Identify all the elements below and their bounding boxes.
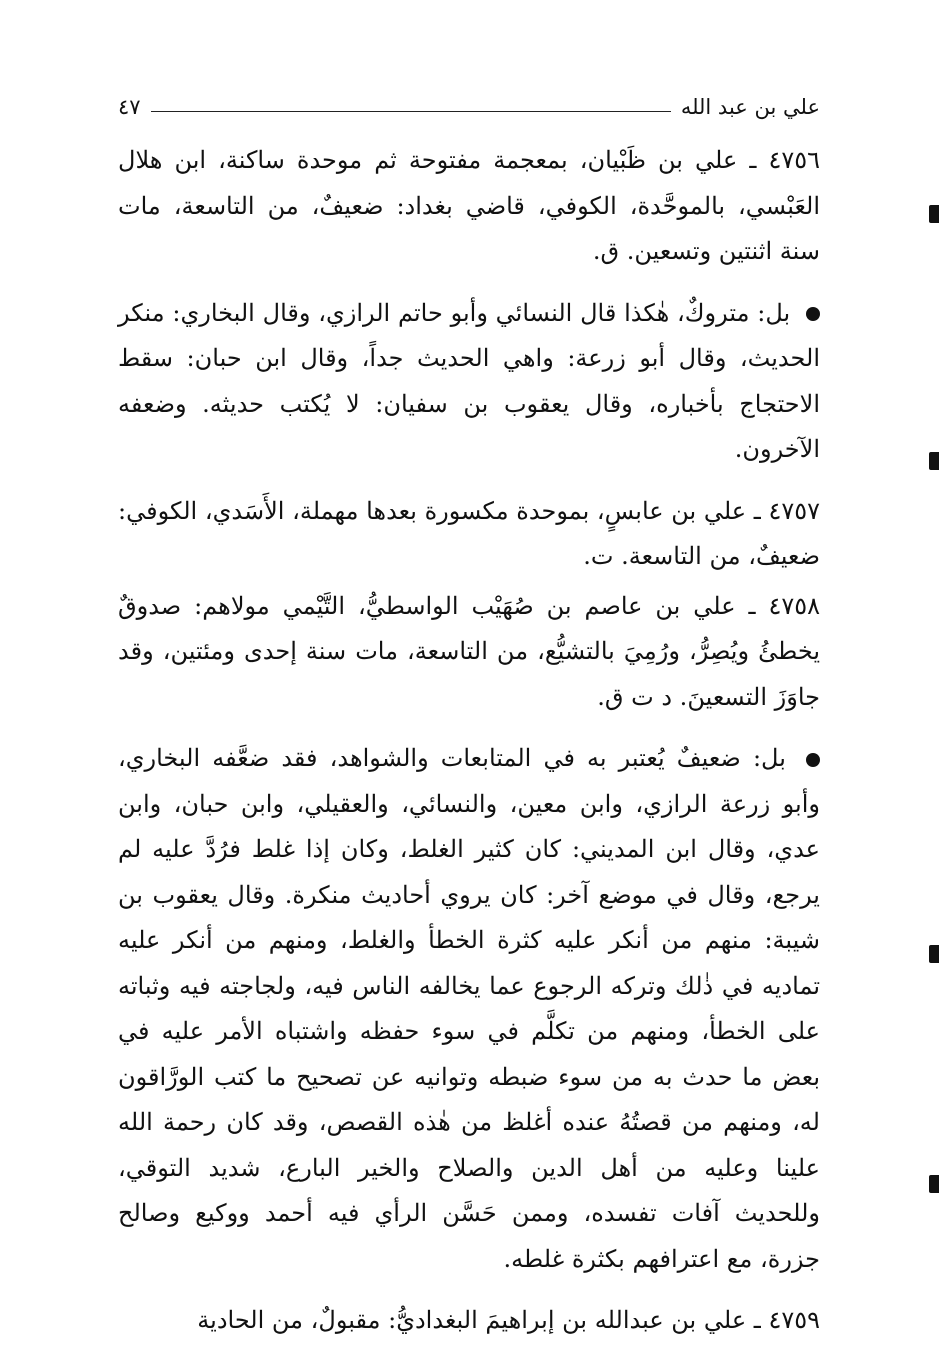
- bullet-icon: [806, 753, 820, 767]
- commentary-label: بل:: [757, 298, 791, 327]
- page-body: [118, 138, 820, 1344]
- header-rule: [151, 111, 671, 112]
- edge-mark: [929, 452, 939, 470]
- entry-text: ٤٧٥٩ ـ علي بن عبدالله بن إبراهيمَ البغداديُّ: مقبولٌ، من الحادية: [197, 1306, 820, 1334]
- entry-text: ٤٧٥٦ ـ علي بن ظَبْيان، بمعجمة مفتوحة ثم موحدة ساكنة، ابن هلال العَبْسي، بالموحَّدة، الكوفي، قاضي بغداد: ضعيفٌ، من التاسعة، مات سنة اثنتين وتسعين. ق.: [118, 146, 820, 265]
- entry-text: ٤٧٥٨ ـ علي بن عاصم بن صُهَيْب الواسطيُّ، التَّيْمي مولاهم: صدوقٌ يخطئُ ويُصِرُّ، ورُمِيَ بالتشيُّع، من التاسعة، مات سنة إحدى ومئتين، وقد جاوَزَ التسعينَ. د ت ق.: [118, 591, 821, 711]
- entry-4756: [118, 138, 820, 275]
- running-header: [118, 92, 820, 122]
- entry-4757: [118, 489, 820, 580]
- edge-mark: [929, 945, 939, 963]
- commentary-text: متروكٌ، هٰكذا قال النسائي وأبو حاتم الرازي، وقال البخاري: منكر الحديث، وقال أبو زرعة: واهي الحديث جداً، وقال ابن حبان: سقط الاحتجاج بأخباره، وقال يعقوب بن سفيان: لا يُكتب حديثه. وضعفه الآخرون.: [118, 298, 820, 463]
- entry-4758: [118, 584, 820, 721]
- entry-text: ٤٧٥٧ ـ علي بن عابسٍ، بموحدة مكسورة بعدها مهملة، الأَسَدي، الكوفي: ضعيفٌ، من التاسعة. ت.: [118, 496, 820, 570]
- running-header-title: علي بن عبد الله: [680, 95, 820, 119]
- edge-mark: [929, 1175, 939, 1193]
- commentary-label: بل:: [752, 744, 786, 772]
- commentary-text: ضعيفٌ يُعتبر به في المتابعات والشواهد، فقد ضعَّفه البخاري، وأبو زرعة الرازي، وابن معين، والنسائي، والعقيلي، وابن حبان، وابن عدي، وقال ابن المديني: كان كثير الغلط، وكان إذا غلط فرُدَّ عليه لم يرجع، وقال في موضع آخر: كان يروي أحاديث منكرة. وقال يعقوب بن شيبة: منهم من أنكر عليه كثرة الخطأ والغلط، ومنهم من أنكر عليه تماديه في ذٰلك وتركه الرجوع عما يخالفه الناس فيه، ولجاجته فيه وثباته على الخطأ، ومنهم من تكلَّم في سوء حفظه واشتباه الأمر عليه في بعض ما حدث به من سوء ضبطه وتوانيه عن تصحيح ما كتب الورَّاقون له، ومنهم من قصتُهُ عنده أغلظ من هٰذه القصص، وقد كان رحمة الله علينا وعليه من أهل الدين والصلاح والخير البارع، شديد التوقي، وللحديث آفات تفسده، وممن حَسَّن الرأي فيه أحمد ووكيع وصالح جزرة، مع اعترافهم بكثرة غلطه.: [118, 744, 820, 1273]
- entry-4759: [118, 1298, 820, 1344]
- edge-mark: [929, 205, 939, 223]
- commentary-4756: [118, 291, 820, 473]
- commentary-4758: [118, 736, 820, 1282]
- bullet-icon: [806, 307, 820, 321]
- page-number: ٤٧: [118, 95, 141, 119]
